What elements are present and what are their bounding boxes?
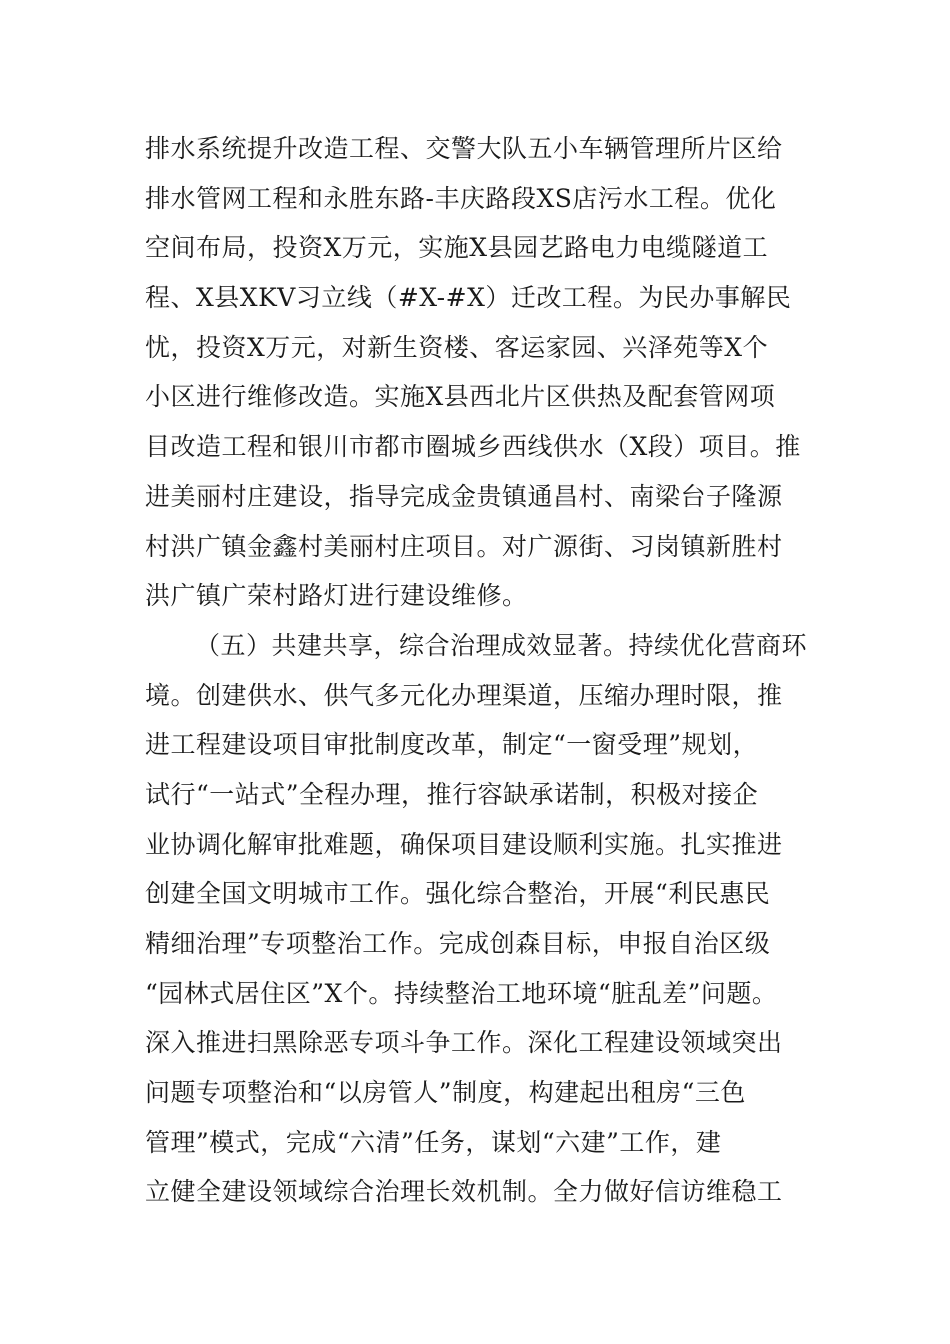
text-line: 试行“一站式”全程办理，推行容缺承诺制，积极对接企 [145,779,759,809]
text-line: 空间布局，投资X万元，实施X县园艺路电力电缆隧道工 [145,233,769,263]
text-line: 创建全国文明城市工作。强化综合整治，开展“利民惠民 [145,879,771,909]
text-line: 村洪广镇金鑫村美丽村庄项目。对广源街、习岗镇新胜村 [145,531,783,561]
text-line: 洪广镇广荣村路灯进行建设维修。 [145,581,528,611]
text-line: 精细治理”专项整治工作。完成创森目标，申报自治区级 [145,929,771,958]
body-text [145,124,825,1217]
text-line: 进美丽村庄建设，指导完成金贵镇通昌村、南梁台子隆源 [145,481,783,511]
text-line: 管理”模式，完成“六清”任务，谋划“六建”工作，建 [145,1127,722,1157]
section-heading-line: （五）共建共享，综合治理成效显著。持续优化营商环 [195,630,808,660]
text-line: 程、X县XKV习立线（#X-#X）迁改工程。为民办事解民 [145,283,792,313]
text-line: 排水系统提升改造工程、交警大队五小车辆管理所片区给 [145,134,783,163]
text-line: 排水管网工程和永胜东路-丰庆路段XS店污水工程。优化 [145,183,777,213]
text-line: 进工程建设项目审批制度改革，制定“一窗受理”规划， [145,730,759,760]
text-line: 深入推进扫黑除恶专项斗争工作。深化工程建设领域突出 [145,1028,783,1058]
text-line: 目改造工程和银川市都市圈城乡西线供水（X段）项目。推 [145,432,801,462]
text-line: 境。创建供水、供气多元化办理渠道，压缩办理时限，推 [145,680,783,710]
text-line: 立健全建设领域综合治理长效机制。全力做好信访维稳工 [145,1177,783,1207]
text-line: 忧，投资X万元，对新生资楼、客运家园、兴泽苑等X个 [145,332,769,362]
text-line: “园林式居住区”X个。持续整治工地环境“脏乱差”问题。 [145,978,778,1008]
text-line: 问题专项整治和“以房管人”制度，构建起出租房“三色 [145,1078,746,1108]
text-line: 业协调化解审批难题，确保项目建设顺利实施。扎实推进 [145,829,783,859]
text-line: 小区进行维修改造。实施X县西北片区供热及配套管网项 [145,382,776,412]
